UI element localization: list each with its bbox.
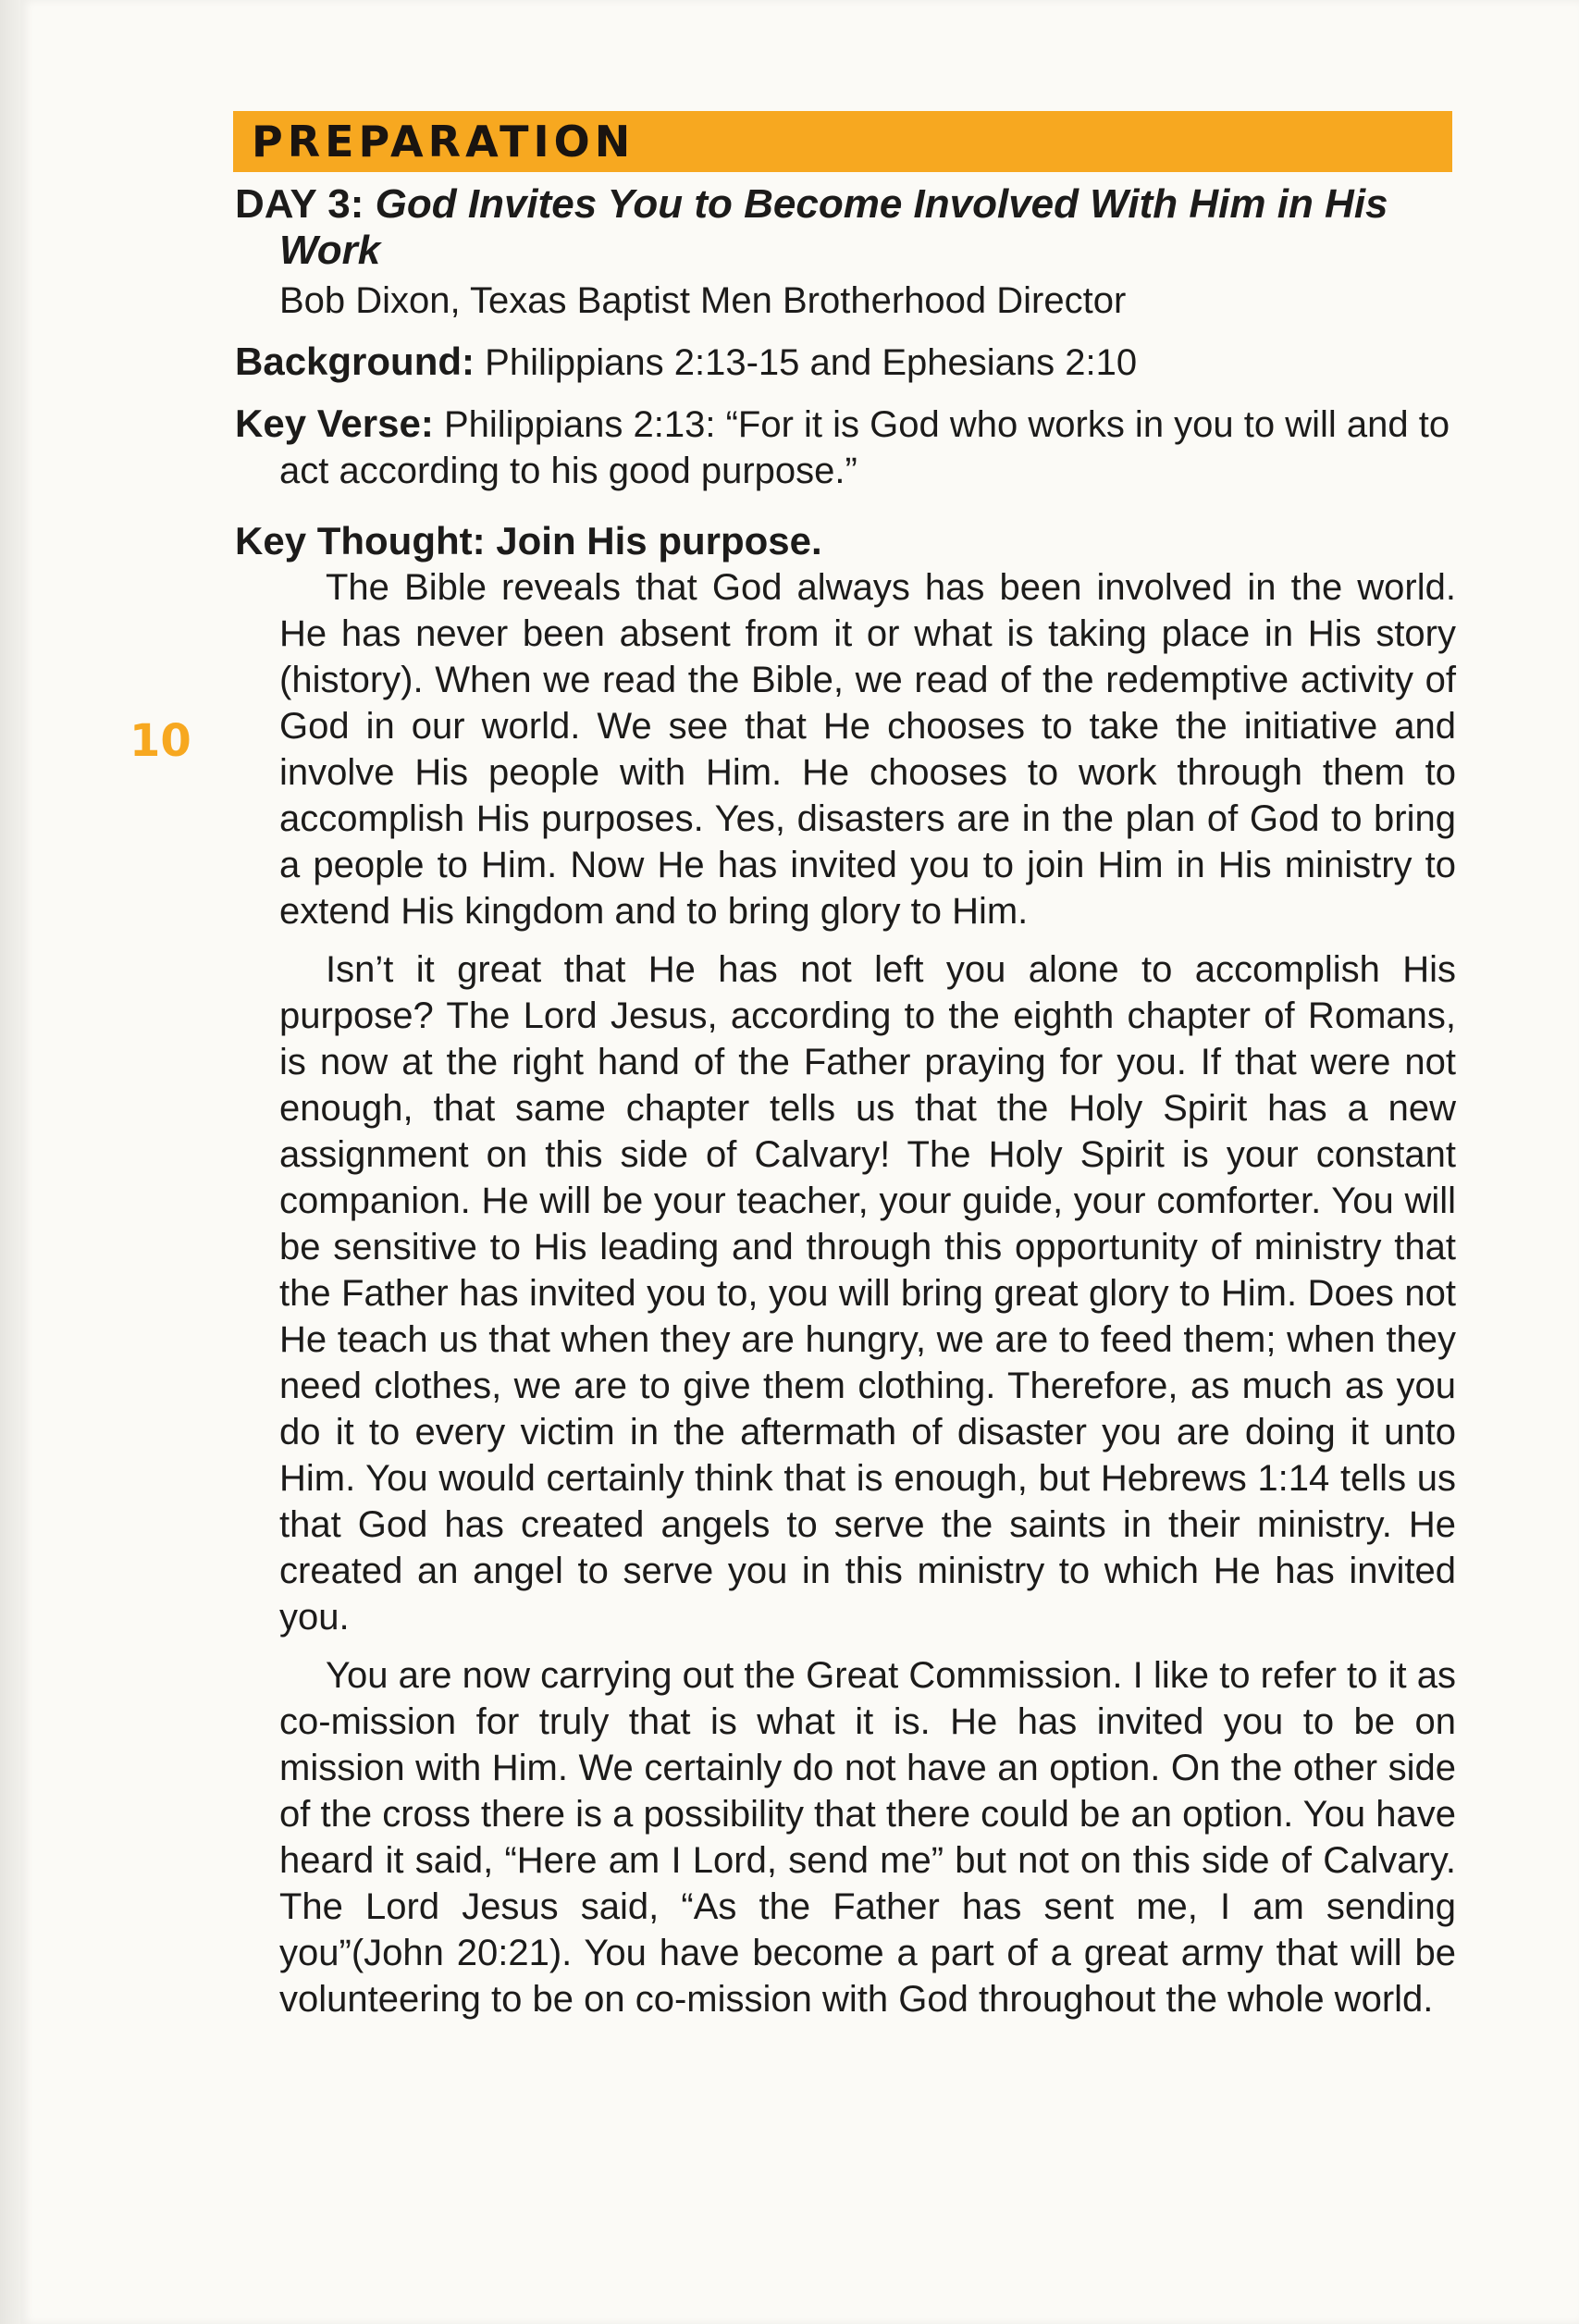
body-paragraph: Isn’t it great that He has not left you alone to accomplish His purpose? The Lord Jesus, according to the eighth chapter of Romans, is now at the right hand of the Father praying for you. If that were not enough, that same chapter tells us that the Holy Spirit has a new assignment on this side of Calvary! The Holy Spirit is your constant companion. He will be your teacher, your guide, your comforter. You will be sensitive to His leading and through this opportunity of ministry that the Father has invited you to, you will bring great glory to Him. Does not He teach us that when they are hungry, we are to feed them; when they need clothes, we are to give them clothing. Therefore, as much as you do it to every victim in the aftermath of disaster you are doing it unto Him. You would certainly think that is enough, but Hebrews 1:14 tells us that God has created angels to serve the saints in their ministry. He created an angel to serve you in this ministry to which He has invited you. (279, 949, 1456, 1638)
day-prefix: DAY 3: (235, 181, 364, 227)
background-line (235, 339, 1456, 386)
body-paragraph: The Bible reveals that God always has been involved in the world. He has never been absent from it or what is taking place in His story (history). When we read the Bible, we read of the redemptive activity of God in our world. We see that He chooses to take the initiative and involve His people with Him. He chooses to work through them to accomplish His purposes. Yes, disasters are in the plan of God to bring a people to Him. Now He has invited you to join Him in His ministry to extend His kingdom and to bring glory to Him. (279, 567, 1456, 932)
book-page (20, 0, 1579, 2324)
body-paragraph: You are now carrying out the Great Commission. I like to refer to it as co-mission for truly that is what it is. He has invited you to be on mission with Him. We certainly do not have an option. On the other side of the cross there is a possibility that there could be an option. You have heard it said, “Here am I Lord, send me” but not on this side of Calvary. The Lord Jesus said, “As the Father has sent me, I am sending you”(John 20:21). You have become a part of a great army that will be volunteering to be on co-mission with God throughout the whole world. (279, 1655, 1456, 2020)
key-verse-label: Key Verse: (235, 402, 434, 445)
page-edge (0, 0, 20, 2324)
page-number: 10 (130, 715, 191, 767)
day-title: God Invites You to Become Involved With Him in His Work (279, 181, 1388, 273)
key-verse-value: Philippians 2:13: “For it is God who works in you to will and to act according to his good purpose.” (279, 404, 1450, 491)
article-body (235, 181, 1456, 2034)
author-line: Bob Dixon, Texas Baptist Men Brotherhood Director (279, 280, 1127, 321)
section-banner (233, 111, 1452, 172)
section-label: PREPARATION (252, 117, 635, 167)
background-value: Philippians 2:13-15 and Ephesians 2:10 (485, 342, 1138, 383)
key-thought: Key Thought: Join His purpose. (235, 519, 822, 562)
background-label: Background: (235, 340, 475, 383)
day-heading (235, 181, 1456, 274)
key-verse-line (235, 401, 1456, 494)
